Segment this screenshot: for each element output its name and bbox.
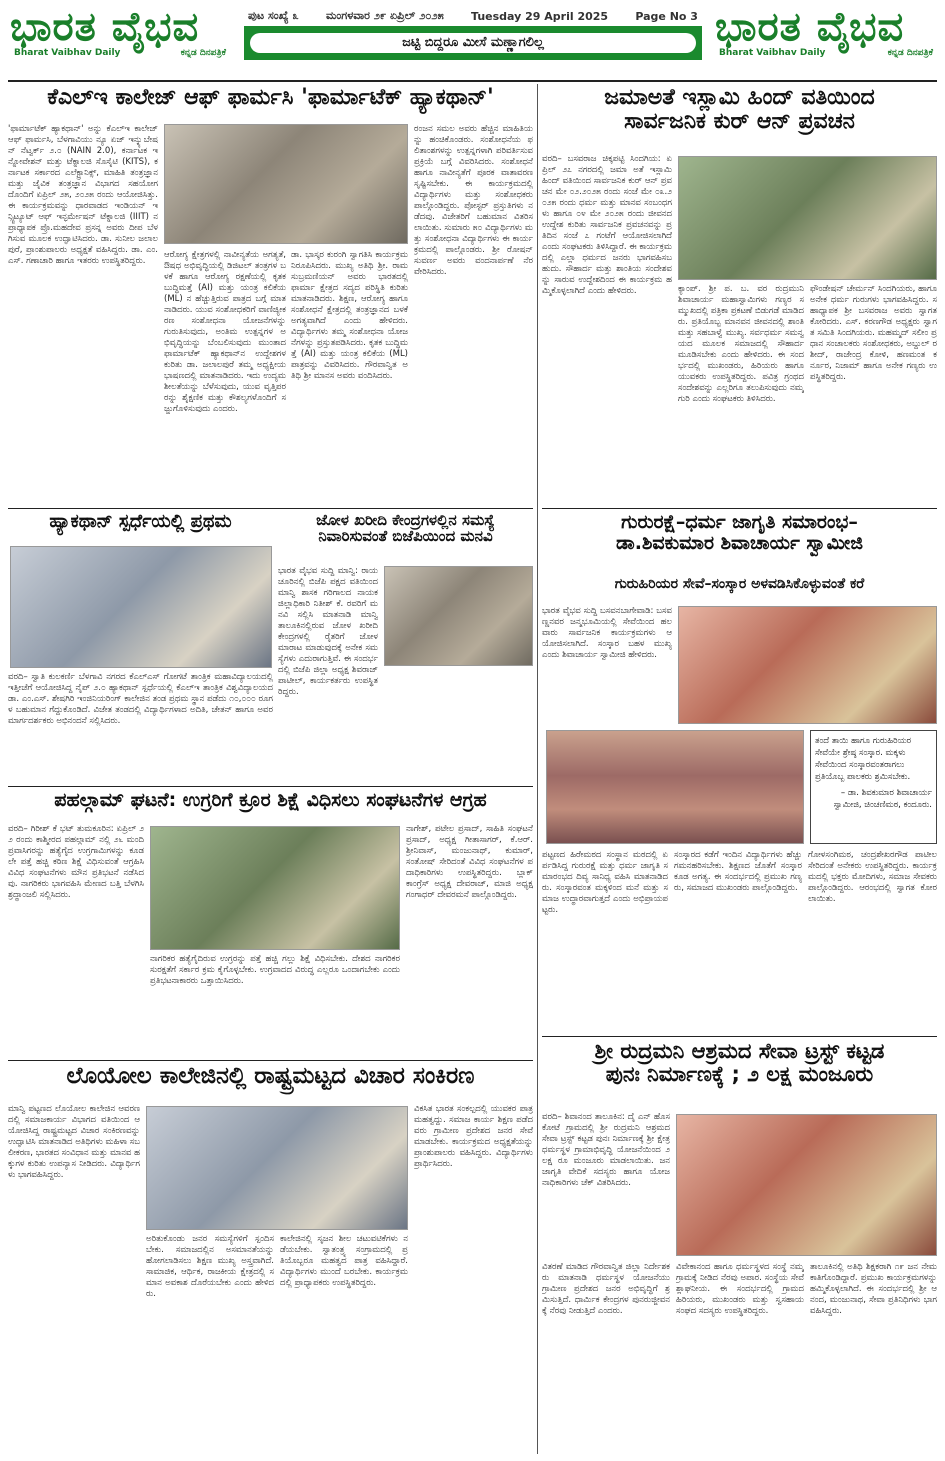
article-8-col-2: ವಿವೇಕಾನಂದ ಹಾಗೂ ಧರ್ಮಸ್ಥಳದ ಸಂಸ್ಥೆ ನಮ್ಮ ಗ್ರಾಮಕ್ಕೆ ನೀಡಿದ ನೆರವು ಅಪಾರ. ಸಂಸ್ಥೆಯ ಸೇವೆ ಶ್ಲಾಘನೀಯ. ಈ ಸಂದರ್ಭದಲ್ಲಿ ಗ್ರಾಮದ ಹಿರಿಯರು, ಮುಖಂಡರು ಮತ್ತು ಸ್ವಸಹಾಯ ಸಂಘದ ಸದಸ್ಯರು ಉಪಸ್ಥಿತರಿದ್ದರು.: [676, 1262, 804, 1316]
article-5-quote-box: [810, 730, 937, 844]
article-4-headline-line-2: ನಿವಾರಿಸುವಂತೆ ಬಿಜೆಪಿಯಿಂದ ಮನವಿ: [318, 527, 493, 546]
article-5-subhead: ಗುರುಹಿರಿಯರ ಸೇವೆ–ಸಂಸ್ಕಾರ ಅಳವಡಿಸಿಕೊಳ್ಳುವಂತೆ ಕರೆ: [614, 576, 865, 592]
article-8-col-3: ತಾಲೂಕಿನಲ್ಲಿ ಅತಿಥಿ ಶಿಕ್ಷಕರಾಗಿ ೧೯ ಜನ ನೇಮಕಾತಿಗೊಂಡಿದ್ದಾರೆ. ಪ್ರಮುಖ ಕಾರ್ಯಕ್ರಮಗಳನ್ನು ಹಮ್ಮಿಕೊಳ್ಳಲಾಗಿದೆ. ಈ ಸಂದರ್ಭದಲ್ಲಿ ಶ್ರೀ ಆನಂದ, ಮಂಜುನಾಥ, ಸೇವಾ ಪ್ರತಿನಿಧಿಗಳು ಭಾಗವಹಿಸಿದ್ದರು.: [810, 1262, 937, 1316]
masthead-title-right: ಭಾರತ ವೈಭವ: [715, 6, 905, 50]
column-divider: [537, 84, 538, 1454]
issue-number: ಪುಟ ಸಂಖ್ಯೆ ೩: [248, 9, 299, 22]
article-6-col-1: ವರದಿ– ಗಿರೀಶ್ ಕೆ ಭಟ್ ತುಮಕೂರಿನ: ಏಪ್ರಿಲ್ ೨೨ ರಂದು ಕಾಶ್ಮೀರದ ಪಹಲ್ಗಾಮ್ ನಲ್ಲಿ ೨೬ ಮಂದಿ ಪ್ರವಾಸಿಗರನ್ನು ಹತ್ಯೆಗೈದ ಉಗ್ರಗಾಮಿಗಳನ್ನು ಕೂಡಲೇ ಪತ್ತೆ ಹಚ್ಚಿ ಕಠಿಣ ಶಿಕ್ಷೆ ವಿಧಿಸುವಂತೆ ಆಗ್ರಹಿಸಿ ವಿವಿಧ ಸಂಘಟನೆಗಳು ಮೌನ ಪ್ರತಿಭಟನೆ ನಡೆಸಿದವು. ನಾಗರಿಕರು ಭಾಗವಹಿಸಿ ಮೇಣದ ಬತ್ತಿ ಬೆಳಗಿಸಿ ಶ್ರದ್ಧಾಂಜಲಿ ಸಲ್ಲಿಸಿದರು.: [8, 824, 144, 900]
article-5-headline: [542, 512, 937, 572]
article-6-photo: [150, 826, 400, 950]
article-8-headline: [542, 1040, 937, 1106]
article-2-col-3: ಫೌಂಡೇಷನ್ ಚೇರ್ಮನ್ ಸಿಂದಗಿಯರು, ಹಾಗೂ ಅನೇಕ ಧರ್ಮ ಗುರುಗಳು ಭಾಗವಹಿಸಿದ್ದರು. ಸಹಾಧ್ಯಾಪಕ ಶ್ರೀ ಬಸವರಾಜ ಅವರು ಸ್ವಾಗತ ಕೋರಿದರು. ಎಸ್. ಕರಣಗೌಡ ಅಧ್ಯಕ್ಷರು ಸ್ವಾಗತ ಸಮಿತಿ ಸಿಂದಗಿಯರು. ಮಹಮ್ಮದ್ ಸಲೀಂ ಪ್ರಧಾನ ಸಂಚಾಲಕರು ಸಂಶೋಧಕರು, ಅಬ್ದುಲ್ ರಶೀದ್, ರಾಜೇಂದ್ರ ಕೋಳಿ, ಹಣಮಂತ ಕರ್ನೂರ, ನಿಜಾಮ್ ಹಾಗೂ ಅನೇಕ ಗಣ್ಯರು ಉಪಸ್ಥಿತರಿದ್ದರು.: [810, 284, 937, 382]
article-2-col-1: ವರದಿ– ಬಸವರಾಜ ಚಿಕ್ಕಪಟ್ಟಿ ಸಿಂದಗಿಯ: ಏಪ್ರಿಲ್ ೨೭ ನಗರದಲ್ಲಿ ಜಮಾ ಅತೆ ಇಸ್ಲಾಮಿ ಹಿಂದ್ ವತಿಯಿಂದ ಸಾರ್ವಜನಿಕ ಕುರ್ ಆನ್ ಪ್ರವಚನ ಮೇ ೦೨.೨೦೨೫ ರಂದು ಸಂಜೆ ಮೇ ೦೩.೨೦೨೫ ರಂದು ಧರ್ಮ ಮತ್ತು ಮಾನವ ಸಂಬಂಧಗಳು ಹಾಗೂ ೦೪ ಮೇ ೨೦೨೫ ರಂದು ಜೀವನದ ಉದ್ದೇಶ ಕುರಿತು ಸಾರ್ವಜನಿಕ ಪ್ರವಚನವನ್ನು ಪ್ರತಿದಿನ ಸಂಜೆ ೭ ಗಂಟೆಗೆ ಆಯೋಜಿಸಲಾಗಿದೆ ಎಂದು ಸಂಘಟಕರು ತಿಳಿಸಿದ್ದಾರೆ. ಈ ಕಾರ್ಯಕ್ರಮದಲ್ಲಿ ಎಲ್ಲಾ ಧರ್ಮದ ಜನರು ಭಾಗವಹಿಸಬಹುದು. ಸೌಹಾರ್ದ ಮತ್ತು ಶಾಂತಿಯ ಸಂದೇಶವನ್ನು ಸಾರುವ ಉದ್ದೇಶದಿಂದ ಈ ಕಾರ್ಯಕ್ರಮ ಹಮ್ಮಿಕೊಳ್ಳಲಾಗಿದೆ ಎಂದು ಹೇಳಿದರು.: [542, 154, 672, 296]
article-5-quote: ತಂದೆ ತಾಯಿ ಹಾಗೂ ಗುರುಹಿರಿಯರ ಸೇವೆಯೇ ಶ್ರೇಷ್ಠ ಸಂಸ್ಕಾರ. ಮಕ್ಕಳು ಸೇವೆಯಿಂದ ಸಂಸ್ಕಾರವಂತರಾಗಲು ಪ್ರತಿಯೊಬ್ಬ ಪಾಲಕರು ಶ್ರಮಿಸಬೇಕು.: [815, 736, 912, 782]
article-3-headline: ಹ್ಯಾಕಥಾನ್ ಸ್ಪರ್ಧೆಯಲ್ಲಿ ಪ್ರಥಮ: [49, 512, 232, 532]
article-1-col-2: ಆರೋಗ್ಯ ಕ್ಷೇತ್ರಗಳಲ್ಲಿ ನಾವೀನ್ಯತೆಯ ಅಗತ್ಯತೆ, ಔಷಧ ಅಭಿವೃದ್ಧಿಯಲ್ಲಿ ಡಿಜಿಟಲ್ ತಂತ್ರಗಳ ಬಳಕೆ ಹಾಗೂ ಆರೋಗ್ಯ ರಕ್ಷಣೆಯಲ್ಲಿ ಕೃತಕ ಬುದ್ಧಿಮತ್ತೆ (AI) ಮತ್ತು ಯಂತ್ರ ಕಲಿಕೆಯ (ML) ನ ಹೆಚ್ಚುತ್ತಿರುವ ಪಾತ್ರದ ಬಗ್ಗೆ ಮಾತನಾಡಿದರು. ಯುವ ಸಂಶೋಧಕರಿಗೆ ವಾಣಿಜ್ಯೀಕರಣ ಸಂಶೋಧನಾ ಯೋಜನೆಗಳನ್ನು ಗುರುತಿಸುವುದು, ಅಂತಿಮ ಉತ್ಪನ್ನಗಳ ಅಭಿವೃದ್ಧಿಯನ್ನು ಬೆಂಬಲಿಸುವುದು ಮುಂತಾದ ಫಾರ್ಮಾಟೆಕ್ ಹ್ಯಾಕಥಾನ್‌ನ ಉದ್ದೇಶಗಳ ಕುರಿತು ಡಾ. ಜಲಾಲಪುರೆ ತಮ್ಮ ಅಧ್ಯಕ್ಷೀಯ ಭಾಷಣದಲ್ಲಿ ಮಾತನಾಡಿದರು. ಇದು ಉದ್ಯಮಶೀಲತೆಯನ್ನು ಬೆಳೆಸುವುದು, ಯುವ ವೃತ್ತಿಪರರನ್ನು ಶೈಕ್ಷಣಿಕ ಮತ್ತು ಕೌಶಲ್ಯಗಳೊಂದಿಗೆ ಸಜ್ಜುಗೊಳಿಸುವುದು ಎಂದರು.: [164, 250, 286, 414]
rule-3: [8, 786, 533, 787]
page-number: Page No 3: [635, 9, 698, 23]
article-1-photo: [164, 124, 408, 244]
article-8-col-1: ವಿತರಣೆ ಮಾಡಿದ ಗೌರವಾನ್ವಿತ ಜಿಲ್ಲಾ ನಿರ್ದೇಶಕರು ಮಾತನಾಡಿ ಧರ್ಮಸ್ಥಳ ಯೋಜನೆಯು ಗ್ರಾಮೀಣ ಪ್ರದೇಶದ ಜನರ ಅಭಿವೃದ್ಧಿಗೆ ಶ್ರಮಿಸುತ್ತಿದೆ. ಧಾರ್ಮಿಕ ಕೇಂದ್ರಗಳ ಪುನರುಜ್ಜೀವನಕ್ಕೆ ನೆರವು ನೀಡುತ್ತಿದೆ ಎಂದರು.: [542, 1262, 670, 1316]
masthead-rule: [8, 80, 937, 82]
article-4-headline-line-1: ಜೋಳ ಖರೀದಿ ಕೇಂದ್ರಗಳಲ್ಲಿನ ಸಮಸ್ಯೆ: [316, 512, 495, 529]
masthead-subtitle-en: Bharat Vaibhav Daily: [14, 48, 121, 58]
masthead-title: ಭಾರತ ವೈಭವ: [10, 6, 200, 50]
article-4-body: ಭಾರತ ವೈಭವ ಸುದ್ದಿ ಮಾನ್ವಿ: ರಾಯಚೂರಿನಲ್ಲಿ ಬಿಜೆಪಿ ಪಕ್ಷದ ವತಿಯಿಂದ ಮಾನ್ವಿ ಶಾಸಕ ಗರಿಗಾಲದ ನಾಯಕ ಜಿಲ್ಲಾಧಿಕಾರಿ ನಿತೀಶ್ ಕೆ. ರವರಿಗೆ ಮನವಿ ಸಲ್ಲಿಸಿ ಮಾತನಾಡಿ ಮಾನ್ವಿ ತಾಲೂಕಿನಲ್ಲಿರುವ ಜೋಳ ಖರೀದಿ ಕೇಂದ್ರಗಳಲ್ಲಿ ರೈತರಿಗೆ ಜೋಳ ಮಾರಾಟ ಮಾಡುವುದಕ್ಕೆ ಅನೇಕ ಸಮಸ್ಯೆಗಳು ಎದುರಾಗುತ್ತಿವೆ. ಈ ಸಂದರ್ಭದಲ್ಲಿ ಬಿಜೆಪಿ ಜಿಲ್ಲಾ ಅಧ್ಯಕ್ಷ ಶಿವರಾಜ್ ಪಾಟೀಲ್, ಕಾರ್ಯಕರ್ತರು ಉಪಸ್ಥಿತರಿದ್ದರು.: [278, 566, 378, 697]
tagline: ಜಟ್ಟಿ ಬಿದ್ದರೂ ಮೀಸೆ ಮಣ್ಣಾಗಲಿಲ್ಲ: [250, 33, 696, 53]
article-5-photo-crowd: [546, 730, 804, 844]
article-8-headline-line-2: ಪುನಃ ನಿರ್ಮಾಣಕ್ಕೆ ; ೨ ಲಕ್ಷ ಮಂಜೂರು: [605, 1061, 874, 1086]
article-2-headline: [542, 86, 937, 150]
article-1-col-4: ರಂಜನ ಸಮಲ ಅವರು ಹೆಚ್ಚಿನ ಮಾಹಿತಿಯನ್ನು ಹಂಚಿಕೊಂಡರು. ಸಂಶೋಧನೆಯ ಫಲಿತಾಂಶಗಳನ್ನು ಉತ್ಪನ್ನಗಳಾಗಿ ಪರಿವರ್ತಿಸುವ ಪ್ರಕ್ರಿಯೆ ಬಗ್ಗೆ ವಿವರಿಸಿದರು. ಸಂಶೋಧನೆ ಹಾಗೂ ನಾವೀನ್ಯತೆಗೆ ಪೂರಕ ವಾತಾವರಣ ಸೃಷ್ಟಿಸಬೇಕು. ಈ ಕಾರ್ಯಕ್ರಮದಲ್ಲಿ ವಿದ್ಯಾರ್ಥಿಗಳು ಮತ್ತು ಸಂಶೋಧಕರು ಪಾಲ್ಗೊಂಡಿದ್ದರು. ಪೋಸ್ಟರ್ ಪ್ರಸ್ತುತಿಗಳು ನಡೆದವು. ವಿಜೇತರಿಗೆ ಬಹುಮಾನ ವಿತರಿಸಲಾಯಿತು. ಸುಮಾರು ೫೦ ವಿದ್ಯಾರ್ಥಿಗಳು ಮತ್ತು ಸಂಶೋಧನಾ ವಿದ್ಯಾರ್ಥಿಗಳು ಈ ಕಾರ್ಯಕ್ರಮದಲ್ಲಿ ಪಾಲ್ಗೊಂಡರು. ಶ್ರೀ ರೋಷನ್ ಸುವರ್ಣ ಅವರು ವಂದನಾರ್ಪಣೆ ನೆರವೇರಿಸಿದರು.: [414, 124, 533, 277]
masthead-sub-row: [10, 48, 230, 58]
article-8-photo: [676, 1114, 937, 1256]
article-5-quote-attribution: – ಡಾ. ಶಿವಕುಮಾರ ಶಿವಾಚಾರ್ಯ ಸ್ವಾಮೀಜಿ, ಚಿಂಚಣಿಮಠ, ಕಂದೂರು.: [833, 788, 932, 810]
article-6-col-3: ನಾಗೇಶ್, ಪಟೇಲ ಪ್ರಸಾದ್, ಸಾಹಿತಿ ಸಂಘಟನೆ ಪ್ರಸಾದ್, ಅಧ್ಯಕ್ಷ ಗೀತಾಸಾಗರ್, ಕೆ.ಆರ್. ಶ್ರೀನಿವಾಸ್, ಮಂಜುನಾಥ್, ಕುಮಾರ್, ಸಂತೋಷ್ ಸೇರಿದಂತೆ ವಿವಿಧ ಸಂಘಟನೆಗಳ ಪದಾಧಿಕಾರಿಗಳು ಉಪಸ್ಥಿತರಿದ್ದರು. ಬ್ಲಾಕ್ ಕಾಂಗ್ರೆಸ್ ಅಧ್ಯಕ್ಷ ದೇವರಾಜ್, ಮಾಜಿ ಅಧ್ಯಕ್ಷ ಗಂಗಾಧರ್ ದೇವರಮನೆ ಪಾಲ್ಗೊಂಡಿದ್ದರು.: [406, 824, 533, 900]
article-6-col-2: ನಾಗರಿಕರ ಹತ್ಯೆಗೈದಿರುವ ಉಗ್ರರನ್ನು ಪತ್ತೆ ಹಚ್ಚಿ ಗಲ್ಲು ಶಿಕ್ಷೆ ವಿಧಿಸಬೇಕು. ದೇಶದ ನಾಗರಿಕರ ಸುರಕ್ಷತೆಗೆ ಸರ್ಕಾರ ಕ್ರಮ ಕೈಗೊಳ್ಳಬೇಕು. ಉಗ್ರವಾದದ ವಿರುದ್ಧ ಎಲ್ಲರೂ ಒಂದಾಗಬೇಕು ಎಂದು ಪ್ರತಿಭಟನಾಕಾರರು ಒತ್ತಾಯಿಸಿದರು.: [150, 954, 400, 986]
article-2-photo: [678, 156, 937, 280]
article-6-headline: ಪಹಲ್ಗಾಮ್ ಘಟನೆ: ಉಗ್ರರಿಗೆ ಕ್ರೂರ ಶಿಕ್ಷೆ ವಿಧಿಸಲು ಸಂಘಟನೆಗಳ ಆಗ್ರಹ: [54, 790, 487, 811]
article-4-photo: [384, 566, 533, 666]
rule-4: [542, 1036, 937, 1037]
article-5-col-2: ಸಂಸ್ಕಾರದ ಕಡೆಗೆ ಇಂದಿನ ವಿದ್ಯಾರ್ಥಿಗಳು ಹೆಚ್ಚು ಗಮನಹರಿಸಬೇಕು. ಶಿಕ್ಷಣದ ಜೊತೆಗೆ ಸಂಸ್ಕಾರ ಕೂಡ ಅಗತ್ಯ. ಈ ಸಂದರ್ಭದಲ್ಲಿ ಪ್ರಮುಖ ಗಣ್ಯರು, ಸಮಾಜದ ಮುಖಂಡರು ಪಾಲ್ಗೊಂಡಿದ್ದರು.: [674, 850, 802, 893]
masthead-subtitle-kn-right: ಕನ್ನಡ ದಿನಪತ್ರಿಕೆ: [887, 48, 933, 58]
article-5-lead: ಭಾರತ ವೈಭವ ಸುದ್ದಿ ಬಸವನಬಾಗೇವಾಡಿ: ಬಸವಣ್ಣನವರ ಜನ್ಮಭೂಮಿಯಲ್ಲಿ ಸೇವೆಯಿಂದ ಹಲವಾರು ಸಾರ್ವಜನಿಕ ಕಾರ್ಯಕ್ರಮಗಳು ಆಯೋಜಿಸಲಾಗಿದೆ. ಸಂಸ್ಕಾರ ಬಹಳ ಮುಖ್ಯ ಎಂದು ಶಿವಾಚಾರ್ಯ ಸ್ವಾಮೀಜಿ ಹೇಳಿದರು.: [542, 606, 672, 660]
article-3-body: ವರದಿ– ಸ್ವಾತಿ ಕುಲಕರ್ಣಿ ಬೆಳಗಾವಿ ನಗರದ ಕೆಎಲ್ಎಸ್ ಗೋಗಟೆ ತಾಂತ್ರಿಕ ಮಹಾವಿದ್ಯಾಲಯದಲ್ಲಿ ಇತ್ತೀಚೆಗೆ ಆಯೋಜಿಸಿದ್ದ ನೈಪ್ ೨.೦ ಹ್ಯಾಕಥಾನ್ ಸ್ಪರ್ಧೆಯಲ್ಲಿ ಕೆಎಲ್ಇ ತಾಂತ್ರಿಕ ವಿಶ್ವವಿದ್ಯಾಲಯದ ಡಾ. ಎಂ.ಎಸ್. ಶೇಷಗಿರಿ ಇಂಜಿನಿಯರಿಂಗ್ ಕಾಲೇಜಿನ ತಂಡ ಪ್ರಥಮ ಸ್ಥಾನ ಪಡೆದು ೧೦,೦೦೦ ರೂಗಳ ಬಹುಮಾನ ಗೆದ್ದುಕೊಂಡಿದೆ. ವಿಜೇತ ತಂಡದಲ್ಲಿ ವಿದ್ಯಾರ್ಥಿಗಳಾದ ಅದಿತಿ, ಚೇತನ್ ಹಾಗೂ ಅವರ ಮಾರ್ಗದರ್ಶಕರು ಅಭಿನಂದನೆ ಸಲ್ಲಿಸಿದರು.: [8, 672, 273, 726]
masthead-left: [10, 6, 230, 68]
tagline-band: [244, 26, 702, 60]
article-7-col-3: ಕಾಲೇಜಿನಲ್ಲಿ ಸೃಜನ ಶೀಲ ಚಟುವಟಿಕೆಗಳು ನಡೆಯಬೇಕು. ಸ್ವಾತಂತ್ರ್ಯ ಸಂಗ್ರಾಮದಲ್ಲಿ ಪ್ರತಿಯೊಬ್ಬರೂ ಮಹತ್ವದ ಪಾತ್ರ ವಹಿಸಿದ್ದಾರೆ. ವಿದ್ಯಾರ್ಥಿಗಳು ಮುಂದೆ ಬರಬೇಕು. ಕಾರ್ಯಕ್ರಮದಲ್ಲಿ ಪ್ರಾಧ್ಯಾಪಕರು ಉಪಸ್ಥಿತರಿದ್ದರು.: [280, 1234, 408, 1288]
article-7-col-2: ಅರಿತುಕೊಂಡು ಜನರ ಸಮಸ್ಯೆಗಳಿಗೆ ಸ್ಪಂದಿಸಬೇಕು. ಸಮಾಜದಲ್ಲಿನ ಅಸಮಾನತೆಯನ್ನು ಹೋಗಲಾಡಿಸಲು ಶಿಕ್ಷಣ ಮುಖ್ಯ ಅಸ್ತ್ರವಾಗಿದೆ. ಸಾಮಾಜಿಕ, ಆರ್ಥಿಕ, ರಾಜಕೀಯ ಕ್ಷೇತ್ರದಲ್ಲಿ ಸಮಾನ ಅವಕಾಶ ದೊರೆಯಬೇಕು ಎಂದು ಹೇಳಿದರು.: [146, 1234, 274, 1299]
article-2-headline-line-1: ಜಮಾಅತೆ ಇಸ್ಲಾಮಿ ಹಿಂದ್ ವತಿಯಿಂದ: [604, 86, 875, 110]
article-7-photo: [146, 1106, 408, 1230]
rule-1: [8, 508, 533, 509]
article-7-col-1: ಮಾನ್ವಿ ಪಟ್ಟಣದ ಲೊಯೋಲ ಕಾಲೇಜಿನ ಆವರಣದಲ್ಲಿ ಸಮಾಜಕಾರ್ಯ ವಿಭಾಗದ ವತಿಯಿಂದ ಆಯೋಜಿಸಿದ್ದ ರಾಷ್ಟ್ರಮಟ್ಟದ ವಿಚಾರ ಸಂಕಿರಣವನ್ನು ಉದ್ಘಾಟಿಸಿ ಮಾತನಾಡಿದ ಅತಿಥಿಗಳು ಮಹಿಳಾ ಸಬಲೀಕರಣ, ಭಾರತದ ಸಂವಿಧಾನ ಮತ್ತು ಮಾನವ ಹಕ್ಕುಗಳ ಕುರಿತು ಉಪನ್ಯಾಸ ನೀಡಿದರು. ವಿದ್ಯಾರ್ಥಿಗಳು ಭಾಗವಹಿಸಿದ್ದರು.: [8, 1104, 140, 1180]
article-1-col-3: ಡಾ. ಭಾಸ್ಕರ ಕುರಂಗಿ ಸ್ವಾಗತಿಸಿ ಕಾರ್ಯಕ್ರಮ ನಿರೂಪಿಸಿದರು. ಮುಖ್ಯ ಅತಿಥಿ ಶ್ರೀ. ರಾಮ ಸುಬ್ರಮಣಿಯನ್ ಅವರು ಭಾರತದಲ್ಲಿ ಫಾರ್ಮಾ ಕ್ಷೇತ್ರದ ಸದ್ಯದ ಪರಿಸ್ಥಿತಿ ಕುರಿತು ಮಾತನಾಡಿದರು. ಶಿಕ್ಷಣ, ಆರೋಗ್ಯ ಹಾಗೂ ಸಂಶೋಧನೆ ಕ್ಷೇತ್ರದಲ್ಲಿ ತಂತ್ರಜ್ಞಾನದ ಬಳಕೆ ಅಗತ್ಯವಾಗಿದೆ ಎಂದು ಹೇಳಿದರು. ವಿದ್ಯಾರ್ಥಿಗಳು ತಮ್ಮ ಸಂಶೋಧನಾ ಯೋಜನೆಗಳನ್ನು ಪ್ರಸ್ತುತಪಡಿಸಿದರು. ಕೃತಕ ಬುದ್ಧಿಮತ್ತೆ (AI) ಮತ್ತು ಯಂತ್ರ ಕಲಿಕೆಯ (ML) ಪಾತ್ರವನ್ನು ವಿವರಿಸಿದರು. ಗೌರವಾನ್ವಿತ ಅತಿಥಿ ಶ್ರೀ ಮಾನಸ ಅವರು ವಂದಿಸಿದರು.: [291, 250, 408, 381]
article-8-lead: ವರದಿ– ಶಿವಾನಂದ ತಾಲೂಕಿನ: ದೈ ಎನ್ ಹೊಸಕೋಟೆ ಗ್ರಾಮದಲ್ಲಿ ಶ್ರೀ ರುದ್ರಮನಿ ಆಶ್ರಮದ ಸೇವಾ ಟ್ರಸ್ಟ್ ಕಟ್ಟಡ ಪುನಃ ನಿರ್ಮಾಣಕ್ಕೆ ಶ್ರೀ ಕ್ಷೇತ್ರ ಧರ್ಮಸ್ಥಳ ಗ್ರಾಮಾಭಿವೃದ್ಧಿ ಯೋಜನೆಯಿಂದ ೨ ಲಕ್ಷ ರೂ ಮಂಜೂರು ಮಾಡಲಾಯಿತು. ಜನಜಾಗೃತಿ ವೇದಿಕೆ ಸದಸ್ಯರು ಹಾಗೂ ಯೋಜನಾಧಿಕಾರಿಗಳು ಚೆಕ್ ವಿತರಿಸಿದರು.: [542, 1112, 670, 1188]
masthead-subtitle-en-right: Bharat Vaibhav Daily: [719, 48, 826, 58]
article-2-col-2: ಕ್ಯಾಂಪ್. ಶ್ರೀ ಪ. ಬ. ವರ ರುದ್ರಮುನಿ ಶಿವಾಚಾರ್ಯ ಮಹಾಸ್ವಾಮಿಗಳು ಗಣ್ಯರ ಸಮ್ಮುಖದಲ್ಲಿ ಪತ್ರಿಕಾ ಪ್ರಕಟಣೆ ಬಿಡುಗಡೆ ಮಾಡಿದರು. ಪ್ರತಿಯೊಬ್ಬ ಮಾನವನ ಜೀವನದಲ್ಲಿ ಶಾಂತಿ ಮತ್ತು ಸಹಬಾಳ್ವೆ ಮುಖ್ಯ. ಸರ್ವಧರ್ಮ ಸಮನ್ವಯದ ಮೂಲಕ ಸಮಾಜದಲ್ಲಿ ಸೌಹಾರ್ದ ಮೂಡಿಸಬೇಕು ಎಂದು ಹೇಳಿದರು. ಈ ಸಂದರ್ಭದಲ್ಲಿ ಮುಖಂಡರು, ಹಿರಿಯರು ಹಾಗೂ ಯುವಕರು ಉಪಸ್ಥಿತರಿದ್ದರು. ಪವಿತ್ರ ಗ್ರಂಥದ ಸಂದೇಶವನ್ನು ಎಲ್ಲರಿಗೂ ತಲುಪಿಸುವುದು ನಮ್ಮ ಗುರಿ ಎಂದು ಸಂಘಟಕರು ತಿಳಿಸಿದರು.: [678, 284, 804, 404]
masthead-subtitle-kn: ಕನ್ನಡ ದಿನಪತ್ರಿಕೆ: [180, 48, 226, 58]
article-1-headline: ಕೆಎಲ್ಇ ಕಾಲೇಜ್ ಆಫ್ ಫಾರ್ಮಸಿ 'ಫಾರ್ಮಾಟೆಕ್ ಹ್ಯಾಕಥಾನ್': [47, 86, 494, 110]
article-5-headline-line-1: ಗುರುರಕ್ಷೆ–ಧರ್ಮ ಜಾಗೃತಿ ಸಮಾರಂಭ–: [621, 512, 858, 533]
article-5-col-1: ಪಟ್ಟಣದ ಹಿರೇಮಠದ ಸಂಸ್ಥಾನ ಮಠದಲ್ಲಿ ಏರ್ಪಡಿಸಿದ್ದ ಗುರುರಕ್ಷೆ ಮತ್ತು ಧರ್ಮ ಜಾಗೃತಿ ಸಮಾರಂಭದ ದಿವ್ಯ ಸಾನಿಧ್ಯ ವಹಿಸಿ ಮಾತನಾಡಿದರು. ಸಂಸ್ಕಾರವಂತ ಮಕ್ಕಳಿಂದ ಮನೆ ಮತ್ತು ಸಮಾಜ ಉದ್ಧಾರವಾಗುತ್ತದೆ ಎಂದು ಅಭಿಪ್ರಾಯಪಟ್ಟರು.: [542, 850, 668, 915]
issue-meta-row: [244, 6, 702, 26]
masthead-right: [715, 6, 937, 68]
date-english: Tuesday 29 April 2025: [471, 9, 609, 23]
article-4-headline: [278, 512, 533, 560]
article-2-headline-line-2: ಸಾರ್ವಜನಿಕ ಕುರ್ ಆನ್ ಪ್ರವಚನ: [624, 108, 855, 134]
article-7-headline: ಲೊಯೋಲ ಕಾಲೇಜಿನಲ್ಲಿ ರಾಷ್ಟ್ರಮಟ್ಟದ ವಿಚಾರ ಸಂಕಿರಣ: [66, 1064, 475, 1089]
article-7-col-4: ವಿಕಸಿತ ಭಾರತ ಸಂಕಲ್ಪದಲ್ಲಿ ಯುವಕರ ಪಾತ್ರ ಮಹತ್ವದ್ದು. ಸಮಾಜ ಕಾರ್ಯ ಶಿಕ್ಷಣ ಪಡೆದವರು ಗ್ರಾಮೀಣ ಪ್ರದೇಶದ ಜನರ ಸೇವೆ ಮಾಡಬೇಕು. ಕಾರ್ಯಕ್ರಮದ ಅಧ್ಯಕ್ಷತೆಯನ್ನು ಪ್ರಾಂಶುಪಾಲರು ವಹಿಸಿದ್ದರು. ವಿದ್ಯಾರ್ಥಿಗಳು ಪ್ರಾರ್ಥಿಸಿದರು.: [414, 1104, 533, 1169]
masthead-center: [244, 6, 702, 64]
article-5-photo-stage: [678, 606, 937, 724]
rule-2: [542, 508, 937, 509]
article-8-headline-line-1: ಶ್ರೀ ರುದ್ರಮನಿ ಆಶ್ರಮದ ಸೇವಾ ಟ್ರಸ್ಟ್ ಕಟ್ಟಡ: [594, 1040, 885, 1063]
date-kannada: ಮಂಗಳವಾರ ೨೯ ಏಪ್ರಿಲ್ ೨೦೨೫: [325, 9, 444, 22]
article-5-headline-line-2: ಡಾ.ಶಿವಕುಮಾರ ಶಿವಾಚಾರ್ಯ ಸ್ವಾಮೀಜಿ: [615, 531, 864, 554]
article-3-photo: [10, 546, 272, 668]
article-1-col-1: 'ಫಾರ್ಮಾಟೆಕ್ ಹ್ಯಾಕಥಾನ್' ಅನ್ನು ಕೆಎಲ್ಇ ಕಾಲೇಜ್ ಆಫ್ ಫಾರ್ಮಸಿ, ಬೆಳಗಾವಿಯು ನ್ಯೂ ಏಜ್ ಇನ್ಕ್ಯುಬೇಷನ್ ನೆಟ್ವರ್ಕ್ ೨.೦ (NAIN 2.0), ಕರ್ನಾಟಕ ಇನ್ನೋವೇಶನ್ ಮತ್ತು ಟೆಕ್ನಾಲಜಿ ಸೊಸೈಟಿ (KITS), ಕರ್ನಾಟಕ ಸರ್ಕಾರದ ಎಲೆಕ್ಟ್ರಾನಿಕ್ಸ್, ಮಾಹಿತಿ ತಂತ್ರಜ್ಞಾನ ಮತ್ತು ಜೈವಿಕ ತಂತ್ರಜ್ಞಾನ ವಿಭಾಗದ ಸಹಯೋಗದೊಂದಿಗೆ ಏಪ್ರಿಲ್ ೨೫, ೨೦೨೫ ರಂದು ಆಯೋಜಿಸಿತ್ತು. ಈ ಕಾರ್ಯಕ್ರಮವನ್ನು ಧಾರವಾಡದ ಇಂಡಿಯನ್ ಇನ್ಸ್ಟಿಟ್ಯೂಟ್ ಆಫ್ ಇನ್ಫರ್ಮೇಷನ್ ಟೆಕ್ನಾಲಜಿ (IIIT) ನ ಪ್ರಾಧ್ಯಾಪಕ ಪ್ರೊ.ಮಹದೇವ ಪ್ರಸನ್ನ ಅವರು ದೀಪ ಬೆಳಗಿಸುವ ಮೂಲಕ ಉದ್ಘಾಟಿಸಿದರು. ಡಾ. ಸುನೀಲ ಜಲಾಲಪುರೆ, ಪ್ರಾಂಶುಪಾಲರು ಅಧ್ಯಕ್ಷತೆ ವಹಿಸಿದ್ದರು. ಡಾ. ಎಂ.ಎಸ್. ಗಣಾಚಾರಿ ಹಾಗೂ ಇತರರು ಉಪಸ್ಥಿತರಿದ್ದರು.: [8, 124, 158, 266]
rule-5: [8, 1060, 533, 1061]
article-5-col-3: ಗೋಳಸಂಗಿಮಠ, ಚಂದ್ರಶೇಖರಗೌಡ ಪಾಟೀಲ ಸೇರಿದಂತೆ ಅನೇಕರು ಉಪಸ್ಥಿತರಿದ್ದರು. ಕಾರ್ಯಕ್ರಮದಲ್ಲಿ ಭಕ್ತರು ಮೋದಿಗಳು, ಸಮಾಜ ಸೇವಕರು ಪಾಲ್ಗೊಂಡಿದ್ದರು. ಆರಂಭದಲ್ಲಿ ಸ್ವಾಗತ ಕೋರಲಾಯಿತು.: [808, 850, 937, 904]
